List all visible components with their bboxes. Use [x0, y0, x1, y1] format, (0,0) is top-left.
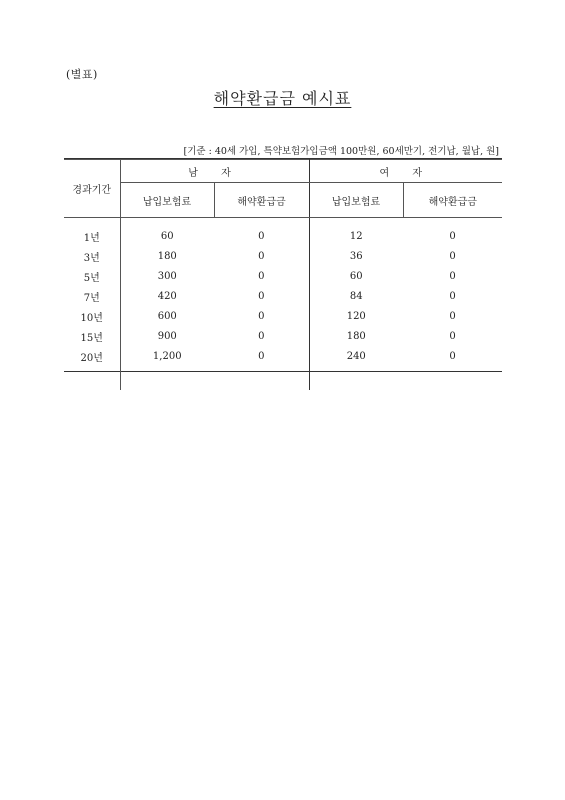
- refund-table-container: [64, 158, 502, 372]
- period-cell: 10년: [64, 306, 120, 326]
- female-premium-cell: 12: [349, 230, 363, 242]
- table-row: [64, 346, 502, 366]
- period-cell: 1년: [64, 226, 120, 246]
- female-refund-cell: 0: [449, 290, 456, 302]
- table-body: [64, 218, 502, 391]
- female-refund-cell: 0: [449, 330, 456, 342]
- basis-note: [기준 : 40세 가입, 특약보험가입금액 100만원, 60세만기, 전기납, 월납, 원]: [183, 146, 499, 157]
- table-row: [64, 286, 502, 306]
- document-title: 해약환급금 예시표: [213, 89, 352, 108]
- male-refund-cell: 0: [214, 266, 309, 286]
- female-premium-cell: 60: [349, 270, 363, 282]
- female-premium-cell: 180: [346, 330, 366, 342]
- female-refund-cell: 0: [449, 310, 456, 322]
- male-header: 남 자: [120, 160, 309, 183]
- male-refund-header: 해약환급금: [214, 183, 309, 218]
- male-premium-cell: 300: [157, 270, 177, 282]
- table-row: [64, 306, 502, 326]
- refund-table: [64, 159, 502, 390]
- period-cell: 20년: [64, 346, 120, 366]
- male-premium-cell: 420: [157, 290, 177, 302]
- table-row: [64, 266, 502, 286]
- male-refund-cell: 0: [214, 246, 309, 266]
- period-cell: 3년: [64, 246, 120, 266]
- annex-label: (별표): [66, 68, 98, 81]
- male-premium-cell: 180: [157, 250, 177, 262]
- period-cell: 7년: [64, 286, 120, 306]
- male-premium-cell: 900: [157, 330, 177, 342]
- female-refund-cell: 0: [449, 250, 456, 262]
- table-row: [64, 326, 502, 346]
- female-premium-cell: 84: [349, 290, 363, 302]
- male-refund-cell: 0: [214, 306, 309, 326]
- male-refund-cell: 0: [214, 326, 309, 346]
- male-premium-cell: 600: [157, 310, 177, 322]
- female-refund-cell: 0: [449, 230, 456, 242]
- female-refund-cell: 0: [449, 350, 456, 362]
- table-header-row-1: [64, 160, 502, 183]
- male-premium-header: 납입보험료: [120, 183, 214, 218]
- female-premium-cell: 240: [346, 350, 366, 362]
- female-refund-cell: 0: [449, 270, 456, 282]
- table-row: [64, 226, 502, 246]
- period-cell: 15년: [64, 326, 120, 346]
- period-cell: 5년: [64, 266, 120, 286]
- period-header: 경과기간: [64, 160, 120, 218]
- male-premium-cell: 60: [160, 230, 174, 242]
- female-premium-cell: 36: [349, 250, 363, 262]
- female-header: 여 자: [309, 160, 502, 183]
- female-premium-cell: 120: [346, 310, 366, 322]
- female-premium-header: 납입보험료: [309, 183, 403, 218]
- table-header-row-2: [64, 183, 502, 218]
- male-refund-cell: 0: [214, 346, 309, 366]
- table-row: [64, 246, 502, 266]
- male-refund-cell: 0: [214, 226, 309, 246]
- male-refund-cell: 0: [214, 286, 309, 306]
- female-refund-header: 해약환급금: [403, 183, 502, 218]
- male-premium-cell: 1,200: [152, 350, 182, 362]
